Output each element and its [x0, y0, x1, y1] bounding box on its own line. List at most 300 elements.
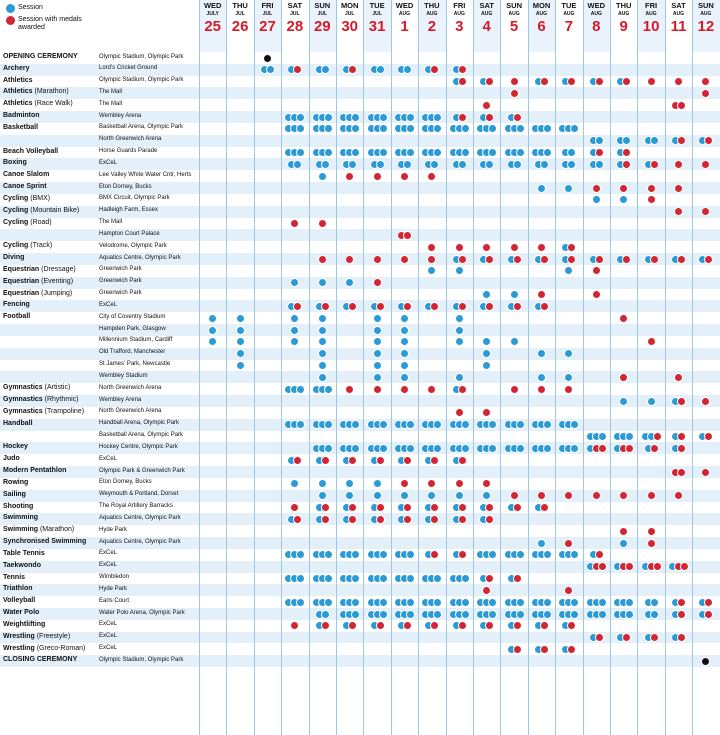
- session-dot-icon: [6, 4, 15, 13]
- sport-label: Gymnastics: [3, 384, 43, 392]
- session-group: [373, 255, 382, 264]
- session-dot-icon: [266, 65, 275, 74]
- sport-name: [3, 633, 70, 640]
- session-dot-icon: [488, 124, 497, 133]
- session-group: [318, 361, 327, 370]
- session-group: [397, 65, 412, 74]
- session-dot-icon: [543, 598, 552, 607]
- session-group: [342, 621, 357, 630]
- medal-session-dot-icon: [674, 491, 683, 500]
- sport-name: [3, 183, 47, 190]
- schedule-row: [0, 383, 720, 395]
- venue-name: City of Coventry Stadium: [99, 313, 166, 320]
- sport-label: Football: [3, 313, 31, 321]
- medal-session-dot-icon: [403, 231, 412, 240]
- schedule-row: [0, 253, 720, 265]
- session-group: [647, 539, 656, 548]
- schedule-row: [0, 348, 720, 360]
- session-group: [479, 503, 494, 512]
- day-day: 29: [313, 18, 331, 35]
- session-group: [510, 337, 519, 346]
- medal-session-dot-icon: [482, 586, 491, 595]
- day-dow: SUN: [314, 1, 331, 10]
- schedule-row: [0, 454, 720, 466]
- session-dot-icon: [406, 550, 415, 559]
- day-dow: WED: [203, 1, 222, 10]
- day-mon: AUG: [645, 11, 657, 17]
- session-dot-icon: [324, 420, 333, 429]
- day-day: 1: [400, 18, 409, 35]
- session-group: [312, 385, 333, 394]
- venue-name: Eton Dorney, Bucks: [99, 183, 152, 190]
- day-day: 7: [564, 18, 574, 35]
- session-dot-icon: [619, 195, 628, 204]
- schedule-row: [0, 442, 720, 454]
- session-dot-icon: [516, 444, 525, 453]
- session-dot-icon: [455, 491, 464, 500]
- session-group: [367, 610, 388, 619]
- day-day: 11: [670, 18, 687, 35]
- medal-session-dot-icon: [458, 550, 467, 559]
- medal-session-dot-icon: [348, 621, 357, 630]
- session-dot-icon: [290, 337, 299, 346]
- session-group: [424, 503, 439, 512]
- day-day: 3: [455, 18, 464, 35]
- session-group: [421, 124, 442, 133]
- session-group: [644, 136, 659, 145]
- session-group: [427, 491, 436, 500]
- schedule-row: [0, 300, 720, 312]
- day-mon: AUG: [590, 11, 602, 17]
- venue-name: Lee Valley White Water Cntr, Herts: [99, 171, 192, 178]
- session-group: [537, 385, 546, 394]
- sport-discipline: (Trampoline): [42, 407, 85, 415]
- session-dot-icon: [379, 420, 388, 429]
- session-group: [510, 89, 519, 98]
- medal-session-dot-icon: [293, 302, 302, 311]
- medal-session-dot-icon: [622, 148, 631, 157]
- medal-session-dot-icon: [458, 255, 467, 264]
- medal-session-dot-icon: [704, 255, 713, 264]
- ceremony-dot-icon: [263, 54, 272, 63]
- schedule-row: [0, 584, 720, 596]
- venue-name: North Greenwich Arena: [99, 408, 162, 415]
- session-group: [504, 420, 525, 429]
- session-dot-icon: [433, 610, 442, 619]
- schedule-row: [0, 371, 720, 383]
- medal-session-dot-icon: [701, 77, 710, 86]
- session-group: [507, 302, 522, 311]
- session-dot-icon: [296, 598, 305, 607]
- session-dot-icon: [400, 361, 409, 370]
- session-group: [367, 148, 388, 157]
- sport-label: Water Polo: [3, 609, 40, 616]
- medal-session-dot-icon: [650, 633, 659, 642]
- session-group: [616, 77, 631, 86]
- medal-session-dot-icon: [595, 633, 604, 642]
- session-group: [424, 65, 439, 74]
- session-group: [318, 349, 327, 358]
- session-group: [534, 645, 549, 654]
- day-header: [528, 0, 555, 52]
- venue-name: North Greenwich Arena: [99, 136, 162, 143]
- sport-name: [3, 301, 30, 308]
- session-dot-icon: [510, 290, 519, 299]
- medal-session-dot-icon: [564, 586, 573, 595]
- session-dot-icon: [236, 349, 245, 358]
- schedule-row: [0, 87, 720, 99]
- venue-name: ExCeL: [99, 550, 118, 557]
- medal-session-dot-icon: [592, 184, 601, 193]
- session-dot-icon: [373, 491, 382, 500]
- session-group: [315, 302, 330, 311]
- session-group: [698, 136, 713, 145]
- session-group: [312, 113, 333, 122]
- session-dot-icon: [650, 598, 659, 607]
- medal-session-dot-icon: [376, 503, 385, 512]
- sport-label: Taekwondo: [3, 561, 41, 569]
- medal-session-dot-icon: [290, 503, 299, 512]
- schedule-row: [0, 76, 720, 88]
- session-dot-icon: [324, 124, 333, 133]
- session-group: [674, 184, 683, 193]
- sport-discipline: (Eventing): [39, 277, 74, 285]
- medal-session-dot-icon: [567, 77, 576, 86]
- medal-session-dot-icon: [427, 255, 436, 264]
- session-group: [339, 113, 360, 122]
- sport-label: Canoe Sprint: [3, 183, 47, 191]
- medal-session-dot-icon: [458, 65, 467, 74]
- session-group: [507, 574, 522, 583]
- venue-name: Greenwich Park: [99, 266, 142, 273]
- medal-session-dot-icon: [403, 456, 412, 465]
- venue-name: Weymouth & Portland, Dorset: [99, 491, 179, 498]
- session-group: [421, 420, 442, 429]
- venue-name: Hyde Park: [99, 585, 128, 592]
- day-day: 12: [697, 18, 715, 35]
- medal-session-dot-icon: [321, 621, 330, 630]
- session-group: [701, 397, 710, 406]
- day-header: [500, 0, 527, 52]
- session-group: [373, 491, 382, 500]
- session-group: [449, 148, 470, 157]
- medal-session-dot-icon: [485, 302, 494, 311]
- session-group: [482, 290, 491, 299]
- session-dot-icon: [208, 326, 217, 335]
- day-header: [226, 0, 253, 52]
- session-group: [561, 255, 576, 264]
- sport-label: Shooting: [3, 502, 34, 510]
- medal-session-dot-icon: [619, 314, 628, 323]
- session-dot-icon: [318, 172, 327, 181]
- session-group: [318, 278, 327, 287]
- session-group: [586, 444, 607, 453]
- session-group: [698, 255, 713, 264]
- session-dot-icon: [296, 113, 305, 122]
- medal-session-dot-icon: [537, 290, 546, 299]
- session-group: [236, 349, 245, 358]
- session-group: [318, 337, 327, 346]
- medal-session-dot-icon: [485, 77, 494, 86]
- session-group: [427, 172, 436, 181]
- session-dot-icon: [379, 124, 388, 133]
- session-group: [558, 550, 579, 559]
- medal-session-dot-icon: [674, 77, 683, 86]
- schedule-row: [0, 147, 720, 159]
- sport-label: Swimming: [3, 526, 39, 534]
- day-dow: THU: [615, 1, 632, 10]
- session-group: [397, 231, 412, 240]
- session-dot-icon: [488, 148, 497, 157]
- session-group: [586, 432, 607, 441]
- medal-session-dot-icon: [564, 491, 573, 500]
- session-dot-icon: [598, 432, 607, 441]
- medal-session-dot-icon: [701, 89, 710, 98]
- medal-session-dot-icon: [595, 77, 604, 86]
- sport-label: Tennis: [3, 573, 26, 581]
- session-dot-icon: [516, 550, 525, 559]
- medal-session-dot-icon: [482, 101, 491, 110]
- session-dot-icon: [373, 479, 382, 488]
- session-group: [290, 314, 299, 323]
- session-group: [504, 444, 525, 453]
- session-dot-icon: [570, 550, 579, 559]
- session-group: [561, 77, 576, 86]
- medal-session-dot-icon: [458, 621, 467, 630]
- venue-name: ExCeL: [99, 621, 118, 628]
- session-group: [452, 77, 467, 86]
- day-mon: AUG: [700, 11, 712, 17]
- sport-label: Weightlifting: [3, 620, 46, 628]
- session-group: [564, 373, 573, 382]
- sport-label: Gymnastics: [3, 407, 43, 415]
- session-group: [641, 432, 662, 441]
- session-dot-icon: [373, 361, 382, 370]
- medal-session-dot-icon: [622, 255, 631, 264]
- session-dot-icon: [564, 349, 573, 358]
- sport-name: [3, 278, 73, 285]
- session-group: [315, 503, 330, 512]
- medal-session-dot-icon: [485, 574, 494, 583]
- session-group: [613, 444, 634, 453]
- session-dot-icon: [650, 610, 659, 619]
- session-group: [534, 503, 549, 512]
- sport-label: Cycling: [3, 206, 29, 214]
- session-group: [674, 373, 683, 382]
- day-mon: JUL: [262, 11, 273, 17]
- session-group: [394, 598, 415, 607]
- session-group: [701, 160, 710, 169]
- session-group: [592, 290, 601, 299]
- medal-session-dot-icon: [430, 65, 439, 74]
- session-group: [455, 266, 464, 275]
- session-dot-icon: [296, 124, 305, 133]
- session-dot-icon: [318, 349, 327, 358]
- sport-label: Beach Volleyball: [3, 147, 59, 155]
- session-group: [449, 610, 470, 619]
- session-dot-icon: [537, 349, 546, 358]
- session-group: [373, 278, 382, 287]
- session-group: [208, 337, 217, 346]
- session-group: [367, 574, 388, 583]
- session-group: [427, 255, 436, 264]
- day-dow: THU: [424, 1, 440, 10]
- session-group: [589, 160, 604, 169]
- session-group: [476, 124, 497, 133]
- session-group: [236, 326, 245, 335]
- day-day: 6: [537, 18, 546, 35]
- sport-discipline: (Marathon): [32, 88, 69, 96]
- session-group: [373, 337, 382, 346]
- sport-name: [3, 384, 70, 391]
- session-group: [315, 65, 330, 74]
- medal-session-dot-icon: [674, 207, 683, 216]
- session-group: [619, 397, 628, 406]
- session-group: [318, 219, 327, 228]
- session-dot-icon: [482, 349, 491, 358]
- session-group: [531, 550, 552, 559]
- sport-label: Wrestling: [3, 632, 35, 640]
- session-group: [589, 255, 604, 264]
- session-dot-icon: [647, 397, 656, 406]
- session-group: [561, 645, 576, 654]
- session-group: [647, 337, 656, 346]
- day-mon: JULY: [206, 11, 219, 17]
- sport-discipline: (Mountain Bike): [28, 206, 80, 214]
- session-dot-icon: [625, 432, 634, 441]
- sport-label: Diving: [3, 254, 25, 262]
- session-group: [367, 420, 388, 429]
- session-dot-icon: [427, 491, 436, 500]
- session-group: [342, 456, 357, 465]
- schedule-row: [0, 608, 720, 620]
- session-group: [339, 420, 360, 429]
- sport-name: [3, 408, 84, 415]
- venue-name: The Royal Artillery Barracks: [99, 503, 174, 510]
- sport-discipline: (Marathon): [38, 526, 75, 534]
- sport-label: Wrestling: [3, 644, 35, 652]
- medal-session-dot-icon: [650, 160, 659, 169]
- session-group: [586, 610, 607, 619]
- day-header: [336, 0, 363, 52]
- session-group: [339, 124, 360, 133]
- session-dot-icon: [488, 550, 497, 559]
- session-group: [561, 621, 576, 630]
- day-dow: FRI: [261, 1, 274, 10]
- session-group: [619, 184, 628, 193]
- session-dot-icon: [592, 195, 601, 204]
- session-group: [647, 195, 656, 204]
- session-group: [476, 444, 497, 453]
- schedule-row: [0, 561, 720, 573]
- session-group: [698, 610, 713, 619]
- session-group: [613, 432, 634, 441]
- session-group: [534, 160, 549, 169]
- session-dot-icon: [373, 314, 382, 323]
- session-group: [427, 266, 436, 275]
- sport-discipline: (Rhythmic): [42, 396, 79, 404]
- medal-session-dot-icon: [6, 16, 15, 25]
- session-group: [345, 385, 354, 394]
- schedule-row: [0, 64, 720, 76]
- session-dot-icon: [236, 361, 245, 370]
- sport-name: [3, 290, 72, 297]
- medal-session-dot-icon: [513, 302, 522, 311]
- day-dow: FRI: [645, 1, 658, 10]
- session-group: [479, 574, 494, 583]
- session-group: [424, 515, 439, 524]
- session-dot-icon: [458, 160, 467, 169]
- session-dot-icon: [543, 610, 552, 619]
- schedule-row: [0, 289, 720, 301]
- session-group: [476, 598, 497, 607]
- venue-name: Eton Dorney, Bucks: [99, 479, 152, 486]
- day-dow: SAT: [671, 1, 686, 10]
- day-mon: JUL: [290, 11, 300, 17]
- medal-session-dot-icon: [704, 432, 713, 441]
- session-group: [452, 621, 467, 630]
- venue-name: ExCeL: [99, 633, 118, 640]
- sport-label: Triathlon: [3, 585, 33, 593]
- day-mon: AUG: [563, 11, 575, 17]
- sport-name: [3, 124, 38, 131]
- day-mon: AUG: [508, 11, 520, 17]
- session-group: [619, 373, 628, 382]
- session-group: [479, 255, 494, 264]
- session-group: [424, 456, 439, 465]
- day-day: 8: [592, 18, 601, 35]
- session-dot-icon: [318, 373, 327, 382]
- sport-discipline: (Jumping): [39, 289, 73, 297]
- session-dot-icon: [433, 124, 442, 133]
- session-group: [315, 456, 330, 465]
- session-group: [394, 550, 415, 559]
- session-group: [476, 610, 497, 619]
- session-group: [287, 65, 302, 74]
- medal-session-dot-icon: [674, 184, 683, 193]
- session-dot-icon: [351, 420, 360, 429]
- session-dot-icon: [564, 373, 573, 382]
- session-group: [318, 491, 327, 500]
- sport-name: [3, 112, 40, 119]
- session-group: [400, 373, 409, 382]
- schedule-row: [0, 549, 720, 561]
- medal-session-dot-icon: [400, 255, 409, 264]
- sport-name: [3, 420, 33, 427]
- sport-discipline: (Dressage): [39, 265, 76, 273]
- session-group: [449, 444, 470, 453]
- session-group: [589, 148, 604, 157]
- session-dot-icon: [564, 266, 573, 275]
- session-dot-icon: [351, 444, 360, 453]
- session-group: [236, 361, 245, 370]
- day-dow: MON: [532, 1, 551, 10]
- medal-session-dot-icon: [537, 243, 546, 252]
- schedule-row: [0, 395, 720, 407]
- medal-session-dot-icon: [677, 255, 686, 264]
- medal-session-dot-icon: [622, 160, 631, 169]
- sport-name: [3, 597, 35, 604]
- ceremony-dot-icon: [701, 657, 710, 666]
- session-group: [397, 621, 412, 630]
- medal-session-dot-icon: [701, 397, 710, 406]
- day-header: [473, 0, 500, 52]
- sport-discipline: (Race Walk): [32, 100, 73, 108]
- medal-session-dot-icon: [345, 172, 354, 181]
- venue-name: ExCeL: [99, 562, 118, 569]
- sport-label: Cycling: [3, 194, 29, 202]
- session-group: [507, 160, 522, 169]
